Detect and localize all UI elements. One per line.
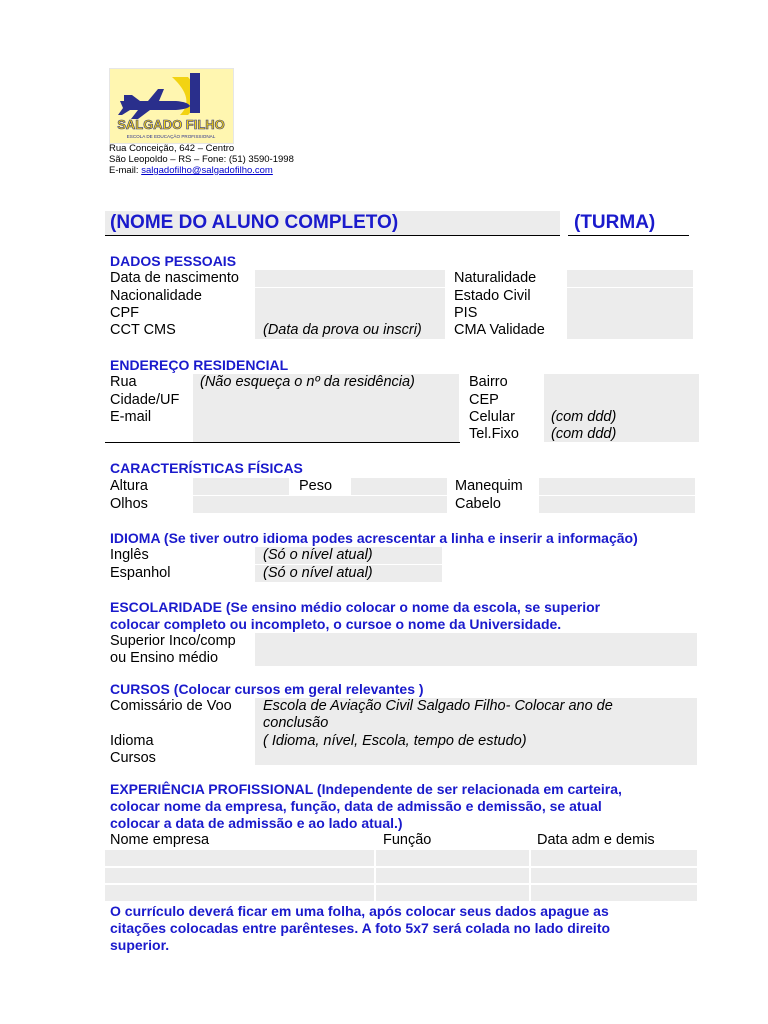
language-course-hint: ( Idioma, nível, Escola, tempo de estudo)	[263, 733, 527, 749]
email-label: E-mail:	[109, 165, 142, 176]
hair-label: Cabelo	[455, 496, 501, 512]
naturality-label: Naturalidade	[454, 270, 537, 286]
pis-label: PIS	[454, 305, 478, 321]
english-label: Inglês	[110, 547, 149, 563]
crew-course-label: Comissário de Voo	[110, 698, 232, 714]
footer-note-line-1: O currículo deverá ficar em uma folha, após colocar seus dados apague as	[110, 903, 609, 919]
svg-text:SALGADO FILHO: SALGADO FILHO	[117, 117, 225, 132]
language-section-title: IDIOMA (Se tiver outro idioma podes acrescentar a linha e inserir a informação)	[110, 530, 638, 546]
cpf-field[interactable]	[255, 305, 445, 322]
footer-note-line-2: citações colocadas entre parênteses. A foto 5x7 será colada no lado direito	[110, 920, 611, 936]
cellphone-hint: (com ddd)	[551, 409, 617, 425]
education-field[interactable]	[255, 633, 697, 666]
language-course-label: Idioma	[110, 733, 154, 749]
address-divider	[105, 442, 460, 443]
education-title-line-1: ESCOLARIDADE (Se ensino médio colocar o nome da escola, se superior	[110, 599, 601, 615]
spanish-label: Espanhol	[110, 565, 171, 581]
courses-section-title: CURSOS (Colocar cursos em geral relevantes )	[110, 681, 424, 697]
weight-field[interactable]	[351, 478, 447, 495]
airplane-logo-icon	[110, 69, 233, 143]
school-logo	[109, 68, 234, 144]
experience-column-divider	[374, 850, 376, 901]
size-field[interactable]	[539, 478, 695, 495]
birth-date-field[interactable]	[255, 270, 445, 287]
address-section-title: ENDEREÇO RESIDENCIAL	[110, 357, 289, 373]
birth-date-label: Data de nascimento	[110, 270, 239, 286]
crew-course-hint-1: Escola de Aviação Civil Salgado Filho- Colocar ano de	[263, 698, 613, 714]
role-column-header: Função	[383, 832, 432, 848]
address-email-row	[109, 166, 273, 176]
weight-label: Peso	[299, 478, 333, 494]
address-line-2: São Leopoldo – RS – Fone: (51) 3590-1998	[109, 154, 294, 165]
experience-table[interactable]	[105, 850, 697, 901]
cpf-label: CPF	[110, 305, 139, 321]
landline-hint: (com ddd)	[551, 426, 617, 442]
district-label: Bairro	[469, 374, 508, 390]
height-field[interactable]	[193, 478, 289, 495]
svg-text:ESCOLA DE EDUCAÇÃO PROFISSIONA: ESCOLA DE EDUCAÇÃO PROFISSIONAL	[126, 134, 216, 139]
experience-column-divider	[529, 850, 531, 901]
experience-title-line-2: colocar nome da empresa, função, data de admissão e demissão, se atual	[110, 798, 602, 814]
eyes-field[interactable]	[193, 496, 447, 513]
cma-field[interactable]	[567, 322, 693, 339]
class-title: (TURMA)	[574, 212, 656, 233]
landline-label: Tel.Fixo	[469, 426, 519, 442]
nationality-field[interactable]	[255, 288, 445, 305]
dates-column-header: Data adm e demis	[537, 832, 655, 848]
pis-field[interactable]	[567, 305, 693, 322]
education-label-2: ou Ensino médio	[110, 650, 219, 666]
personal-section-title: DADOS PESSOAIS	[110, 253, 237, 269]
physical-section-title: CARACTERÍSTICAS FÍSICAS	[110, 460, 303, 476]
education-label-1: Superior Inco/comp	[110, 633, 236, 649]
cellphone-label: Celular	[469, 409, 515, 425]
experience-title-line-1: EXPERIÊNCIA PROFISSIONAL (Independente de ser relacionada em carteira,	[110, 781, 622, 797]
footer-note-line-3: superior.	[110, 937, 170, 953]
cep-label: CEP	[469, 392, 499, 408]
school-email-link[interactable]: salgadofilho@salgadofilho.com	[141, 165, 273, 176]
eyes-label: Olhos	[110, 496, 148, 512]
size-label: Manequim	[455, 478, 523, 494]
naturality-field[interactable]	[567, 270, 693, 287]
company-column-header: Nome empresa	[110, 832, 210, 848]
spanish-hint: (Só o nível atual)	[263, 565, 373, 581]
cct-label: CCT CMS	[110, 322, 176, 338]
email-field-label: E-mail	[110, 409, 152, 425]
cct-hint: (Data da prova ou inscri)	[263, 322, 422, 338]
education-title-line-2: colocar completo ou incompleto, o cursoe o nome da Universidade.	[110, 616, 562, 632]
address-line-1: Rua Conceição, 642 – Centro	[109, 143, 235, 154]
student-name-title: (NOME DO ALUNO COMPLETO)	[110, 212, 399, 233]
crew-course-hint-2: conclusão	[263, 715, 329, 731]
street-label: Rua	[110, 374, 137, 390]
height-label: Altura	[110, 478, 148, 494]
experience-row-divider	[105, 866, 697, 868]
english-hint: (Só o nível atual)	[263, 547, 373, 563]
hair-field[interactable]	[539, 496, 695, 513]
street-hint: (Não esqueça o nº da residência)	[200, 374, 415, 390]
other-courses-label: Cursos	[110, 750, 156, 766]
civil-status-field[interactable]	[567, 288, 693, 305]
experience-title-line-3: colocar a data de admissão e ao lado atual.)	[110, 815, 403, 831]
experience-row-divider	[105, 883, 697, 885]
nationality-label: Nacionalidade	[110, 288, 202, 304]
civil-status-label: Estado Civil	[454, 288, 531, 304]
city-label: Cidade/UF	[110, 392, 180, 408]
cma-label: CMA Validade	[454, 322, 545, 338]
